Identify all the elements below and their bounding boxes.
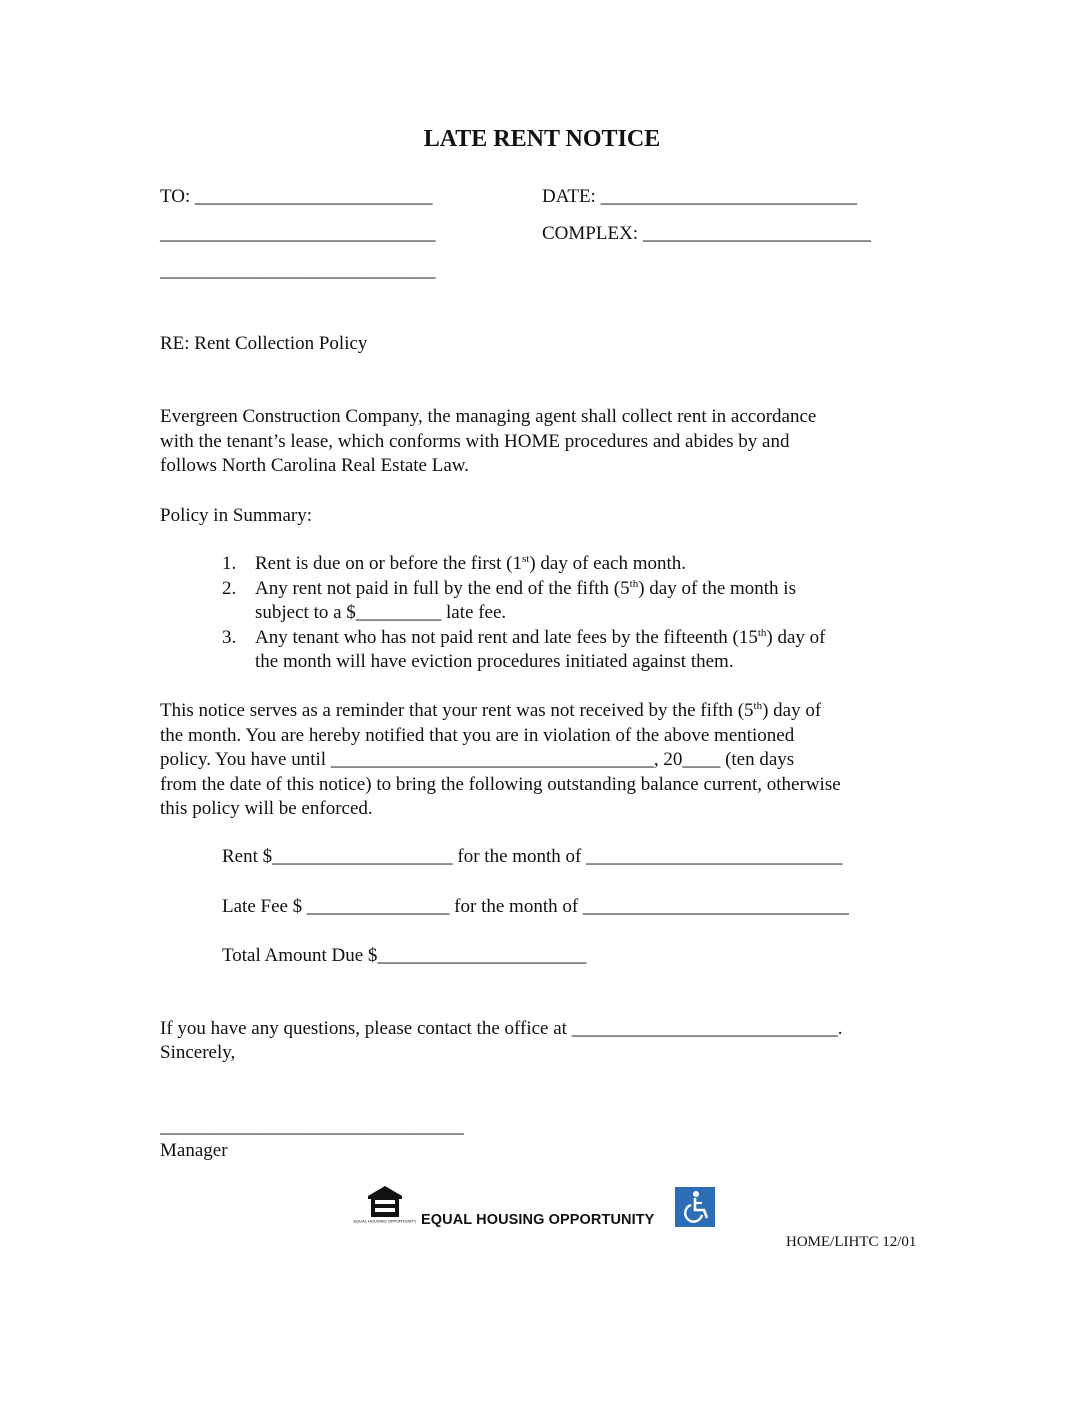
re-line: RE: Rent Collection Policy bbox=[160, 333, 368, 354]
equal-housing-small-text: EQUAL HOUSING OPPORTUNITY bbox=[353, 1218, 417, 1224]
notice-line bbox=[160, 699, 930, 724]
late-fee-line: Late Fee $ _______________ for the month of ____________________________ bbox=[222, 896, 849, 917]
ordinal-suffix: th bbox=[753, 700, 763, 712]
policy-item-text: ) day of the month is bbox=[638, 577, 796, 599]
rent-amount-line: Rent $___________________ for the month of ___________________________ bbox=[222, 846, 843, 867]
notice-line: policy. You have until __________________________________, 20____ (ten days bbox=[160, 749, 795, 770]
notice-text: ) day of bbox=[762, 700, 822, 721]
ordinal-suffix: st bbox=[521, 553, 530, 565]
complex-field: COMPLEX: ________________________ bbox=[542, 223, 871, 244]
sincerely-line: Sincerely, bbox=[160, 1042, 236, 1063]
notice-line: from the date of this notice) to bring the following outstanding balance current, otherwise bbox=[160, 773, 841, 795]
form-code: HOME/LIHTC 12/01 bbox=[786, 1234, 917, 1250]
notice-paragraph bbox=[160, 699, 930, 822]
policy-item-continuation: subject to a $_________ late fee. bbox=[255, 602, 507, 623]
date-field: DATE: ___________________________ bbox=[542, 186, 858, 207]
intro-line: with the tenant’s lease, which conforms with HOME procedures and abides by and bbox=[160, 430, 790, 452]
equal-housing-opportunity-icon bbox=[353, 1186, 417, 1230]
policy-item-text: ) day of each month. bbox=[529, 553, 687, 574]
policy-item-1 bbox=[222, 552, 825, 577]
to-field: TO: _________________________ bbox=[160, 186, 433, 207]
ordinal-suffix: th bbox=[757, 626, 767, 639]
policy-item-text: ) day of bbox=[766, 626, 826, 648]
equal-housing-text: EQUAL HOUSING OPPORTUNITY bbox=[421, 1212, 655, 1228]
ordinal-suffix: th bbox=[629, 577, 639, 590]
wheelchair-accessibility-icon bbox=[675, 1187, 715, 1227]
notice-line: this policy will be enforced. bbox=[160, 798, 373, 819]
address-line-1: _____________________________ bbox=[160, 223, 436, 244]
list-number: 3. bbox=[222, 626, 237, 648]
policy-item-text: Any tenant who has not paid rent and late fees by the fifteenth (15 bbox=[255, 626, 758, 648]
total-amount-line: Total Amount Due $______________________ bbox=[222, 945, 587, 966]
intro-line: follows North Carolina Real Estate Law. bbox=[160, 455, 470, 476]
signer-title: Manager bbox=[160, 1140, 228, 1161]
policy-item-text: Any rent not paid in full by the end of the fifth (5 bbox=[255, 577, 630, 599]
address-line-2: _____________________________ bbox=[160, 260, 436, 281]
list-number: 1. bbox=[222, 553, 237, 574]
intro-line: Evergreen Construction Company, the managing agent shall collect rent in accordance bbox=[160, 406, 817, 427]
questions-line: If you have any questions, please contact the office at ____________________________. bbox=[160, 1018, 843, 1039]
policy-item-text: Rent is due on or before the first (1 bbox=[255, 553, 522, 574]
signature-line: ________________________________ bbox=[160, 1116, 464, 1137]
notice-line: the month. You are hereby notified that you are in violation of the above mentioned bbox=[160, 724, 795, 746]
equal-housing-logo-block bbox=[353, 1186, 718, 1230]
document-title: LATE RENT NOTICE bbox=[423, 126, 661, 152]
policy-item-continuation: the month will have eviction procedures initiated against them. bbox=[255, 651, 734, 672]
intro-paragraph bbox=[160, 405, 930, 479]
list-number: 2. bbox=[222, 577, 237, 599]
policy-list bbox=[222, 552, 825, 675]
policy-heading: Policy in Summary: bbox=[160, 505, 312, 526]
policy-item-2 bbox=[222, 577, 825, 602]
notice-text: This notice serves as a reminder that your rent was not received by the fifth (5 bbox=[160, 700, 754, 721]
policy-item-3 bbox=[222, 626, 825, 651]
